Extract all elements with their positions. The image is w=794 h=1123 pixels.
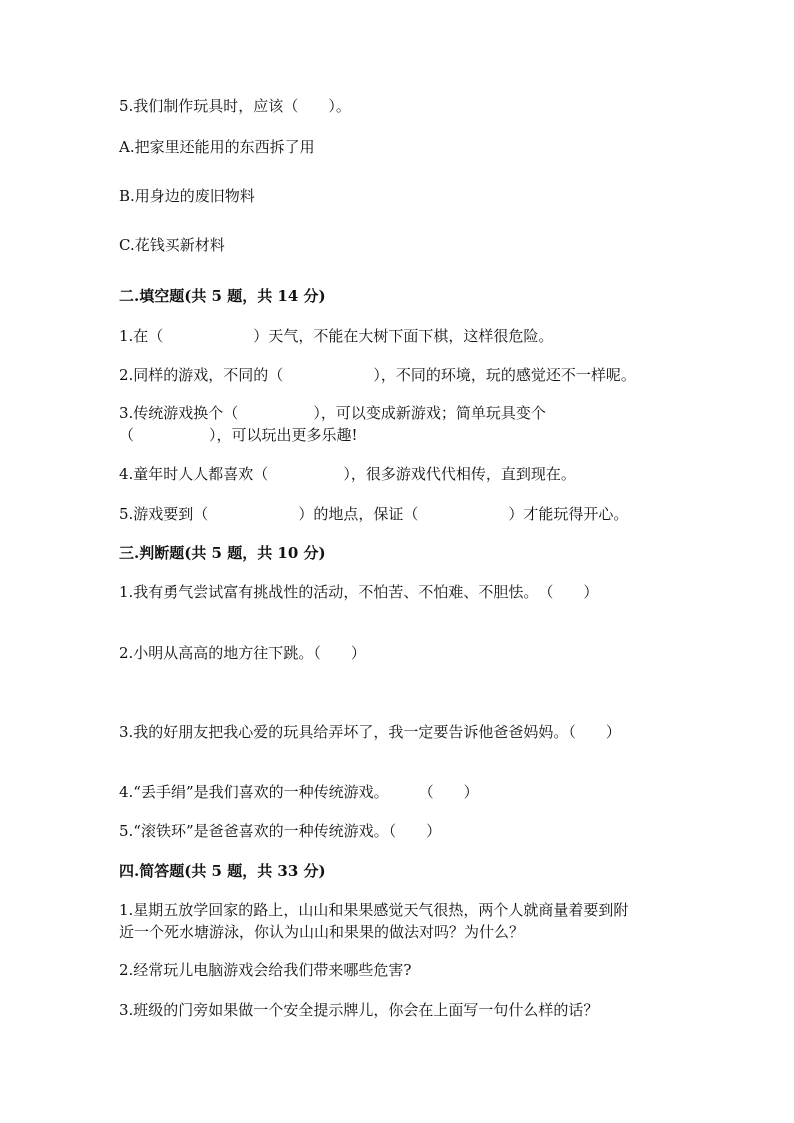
section2-item-3: 3.传统游戏换个（ ），可以变成新游戏；简单玩具变个（ ），可以玩出更多乐趣! [119, 404, 546, 444]
section2-title: 二.填空题(共 5 题，共 14 分) [119, 287, 326, 305]
section3-title: 三.判断题(共 5 题，共 10 分) [119, 544, 326, 562]
section4-title: 四.简答题(共 5 题，共 33 分) [119, 862, 326, 880]
section2-item-1: 1.在（ ）天气，不能在大树下面下棋，这样很危险。 [119, 327, 554, 345]
section3-item-3: 3.我的好朋友把我心爱的玩具给弄坏了，我一定要告诉他爸爸妈妈。（ ） [119, 723, 621, 741]
q5-option-b: B.用身边的废旧物料 [119, 187, 255, 205]
section2-item-2: 2.同样的游戏，不同的（ ），不同的环境，玩的感觉还不一样呢。 [119, 366, 636, 384]
section3-item-2: 2.小明从高高的地方往下跳。（ ） [119, 644, 366, 662]
q5-stem: 5.我们制作玩具时，应该（ ）。 [119, 97, 351, 115]
section4-item-1: 1.星期五放学回家的路上，山山和果果感觉天气很热，两个人就商量着要到附近一个死水塘游泳，你认为山山和果果的做法对吗？为什么？ [119, 901, 629, 941]
section4-item-3: 3.班级的门旁如果做一个安全提示牌儿，你会在上面写一句什么样的话？ [119, 1001, 599, 1019]
section2-item-4: 4.童年时人人都喜欢（ ），很多游戏代代相传，直到现在。 [119, 465, 576, 483]
section3-item-4: 4.“丢手绢”是我们喜欢的一种传统游戏。 （ ） [119, 783, 479, 801]
section2-item-5: 5.游戏要到（ ）的地点，保证（ ）才能玩得开心。 [119, 505, 629, 523]
q5-option-a: A.把家里还能用的东西拆了用 [119, 138, 315, 156]
section3-item-1: 1.我有勇气尝试富有挑战性的活动，不怕苦、不怕难、不胆怯。 （ ） [119, 583, 599, 601]
section3-item-5: 5.“滚铁环”是爸爸喜欢的一种传统游戏。（ ） [119, 822, 442, 840]
q5-option-c: C.花钱买新材料 [119, 236, 225, 254]
section4-item-2: 2.经常玩儿电脑游戏会给我们带来哪些危害? [119, 961, 412, 979]
